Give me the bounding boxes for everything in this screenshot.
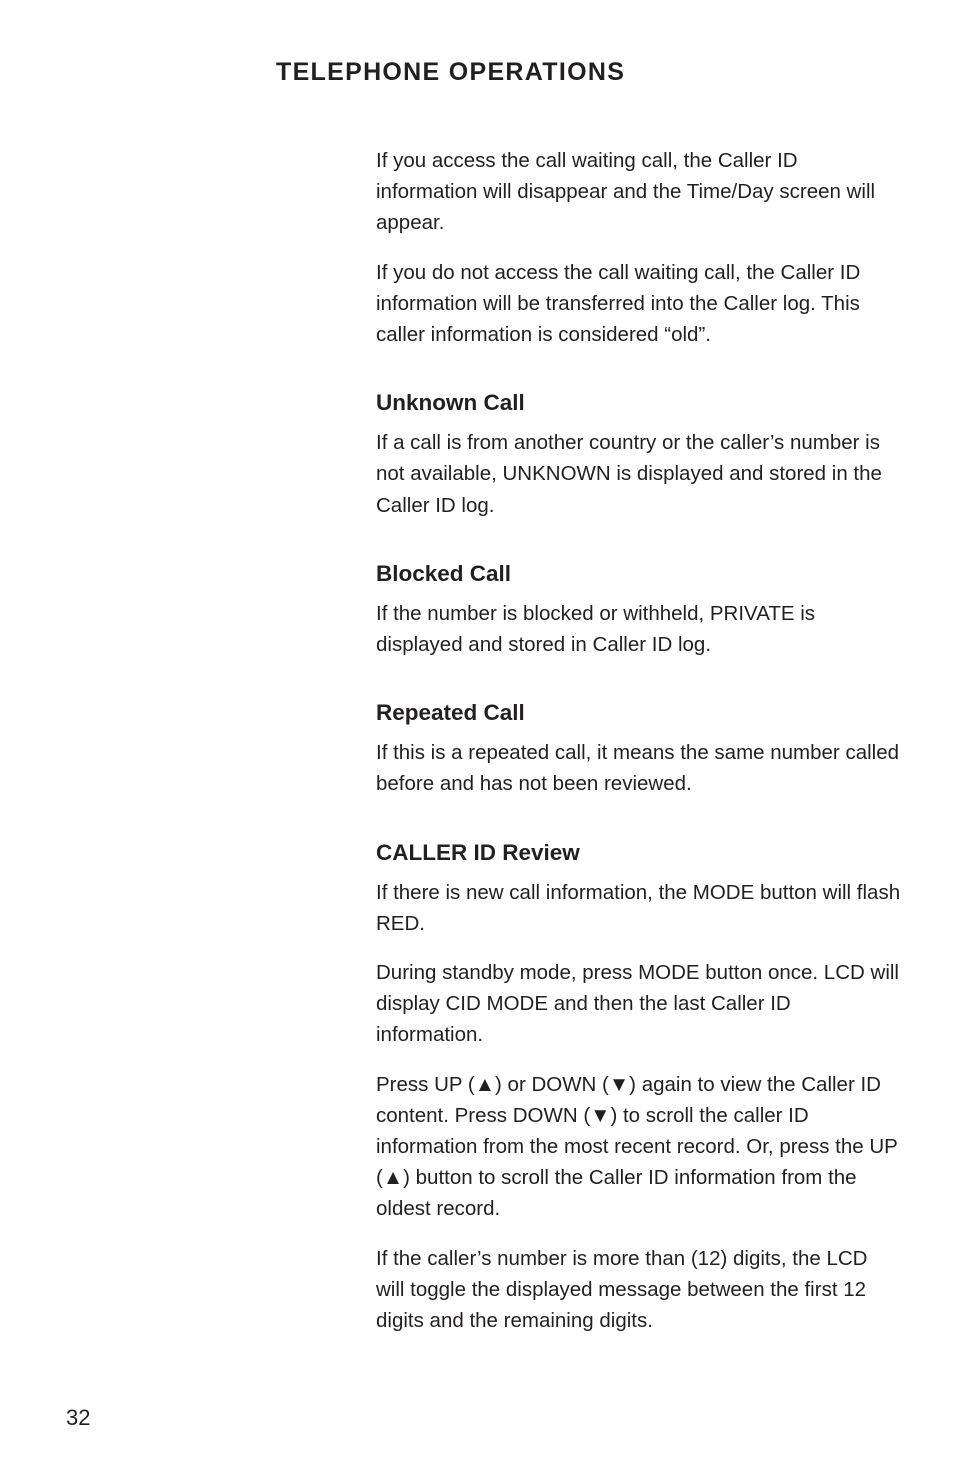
main-content	[376, 145, 901, 1354]
section-heading-caller-id-review: CALLER ID Review	[376, 839, 580, 865]
section-caller-id-review	[376, 838, 901, 1337]
section-heading-unknown-call: Unknown Call	[376, 390, 525, 416]
section-unknown-call	[376, 388, 901, 521]
page-header: TELEPHONE OPERATIONS	[276, 58, 626, 86]
page-number: 32	[66, 1405, 91, 1430]
section-repeated-call	[376, 698, 901, 799]
unknown-call-paragraph: If a call is from another country or the caller’s number is not available, UNKNOWN is displayed and stored in the Caller ID log.	[376, 431, 882, 517]
repeated-call-paragraph: If this is a repeated call, it means the same number called before and has not been reviewed.	[376, 741, 900, 796]
review-paragraph-4: If the caller’s number is more than (12) digits, the LCD will toggle the displayed message between the first 12 digits and the remaining digits.	[376, 1246, 868, 1333]
intro-paragraph-2: If you do not access the call waiting call, the Caller ID information will be transferred into the Caller log. This caller information is considered “old”.	[376, 260, 861, 347]
section-blocked-call	[376, 559, 901, 660]
intro-paragraph-1: If you access the call waiting call, the Caller ID information will disappear and the Time/Day screen will appear.	[376, 149, 876, 235]
review-paragraph-1: If there is new call information, the MODE button will flash RED.	[376, 880, 901, 935]
review-paragraph-3: Press UP (▲) or DOWN (▼) again to view the Caller ID content. Press DOWN (▼) to scroll the caller ID information from the most recent record. Or, press the UP (▲) button to scroll the Caller ID information from the oldest record.	[376, 1072, 898, 1221]
review-paragraph-2: During standby mode, press MODE button once. LCD will display CID MODE and then the last Caller ID information.	[376, 961, 899, 1047]
blocked-call-paragraph: If the number is blocked or withheld, PRIVATE is displayed and stored in Caller ID log.	[376, 601, 816, 657]
section-heading-blocked-call: Blocked Call	[376, 560, 512, 586]
section-heading-repeated-call: Repeated Call	[376, 700, 525, 726]
